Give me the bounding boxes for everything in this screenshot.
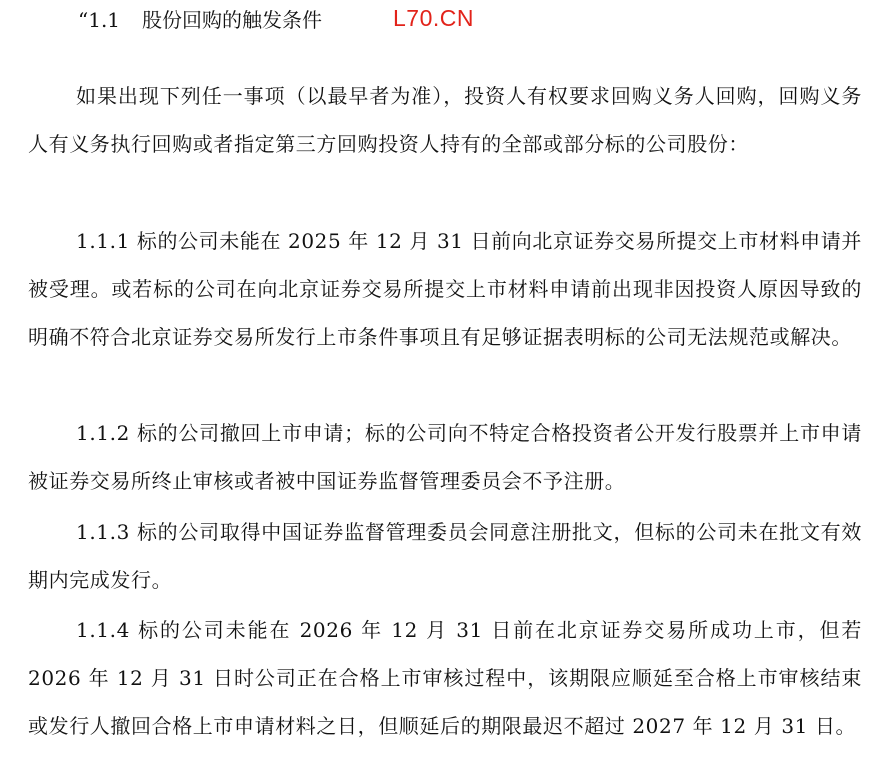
watermark-logo: L70.CN xyxy=(393,5,474,31)
clause-1-1-4: 1.1.4 标的公司未能在 2026 年 12 月 31 日前在北京证券交易所成功上市，但若 2026 年 12 月 31 日时公司正在合格上市审核过程中，该期限应顺延至合格上市审核结束或发行人撤回合格上市申请材料之日，但顺延后的期限最迟不超过 2027 年 12 月 31 日。 xyxy=(28,618,862,738)
clause-1-1-1: 1.1.1 标的公司未能在 2025 年 12 月 31 日前向北京证券交易所提交上市材料申请并被受理。或若标的公司在向北京证券交易所提交上市材料申请前出现非因投资人原因导致的明确不符合北京证券交易所发行上市条件事项且有足够证据表明标的公司无法规范或解决。 xyxy=(28,229,862,349)
clause-1-1-3: 1.1.3 标的公司取得中国证券监督管理委员会同意注册批文，但标的公司未在批文有效期内完成发行。 xyxy=(28,520,862,592)
clause-1-1-2: 1.1.2 标的公司撤回上市申请；标的公司向不特定合格投资者公开发行股票并上市申请被证券交易所终止审核或者被中国证券监督管理委员会不予注册。 xyxy=(28,421,862,493)
section-number: “1.1 xyxy=(78,8,121,32)
section-title: 股份回购的触发条件 xyxy=(142,8,323,32)
intro-paragraph: 如果出现下列任一事项（以最早者为准），投资人有权要求回购义务人回购，回购义务人有义务执行回购或者指定第三方回购投资人持有的全部或部分标的公司股份： xyxy=(28,84,862,156)
section-heading xyxy=(78,6,322,34)
